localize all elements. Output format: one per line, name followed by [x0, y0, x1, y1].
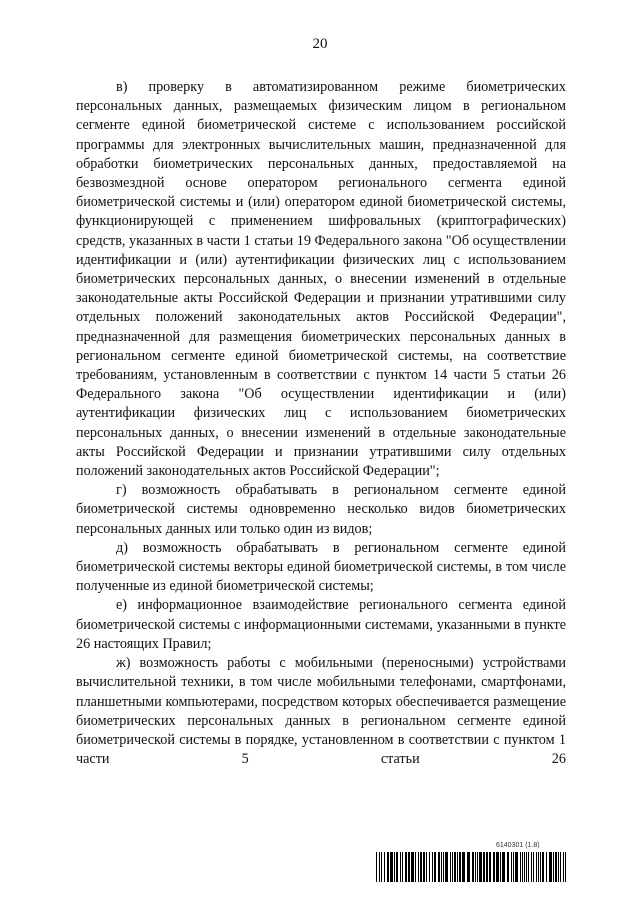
paragraph-d: д) возможность обрабатывать в региональном сегменте единой биометрической системы векторы единой биометрической системы, в том числе полученные из единой биометрической системы; [76, 539, 566, 595]
page-number: 20 [312, 36, 328, 52]
paragraph-zh: ж) возможность работы с мобильными (переносными) устройствами вычислительной техники, в том числе мобильными телефонами, смартфонами, планшетными компьютерами, посредством которых обеспечивается размещение биометрических персональных данных в региональном сегменте единой биометрической системы в порядке, установленном в соответствии с пунктом 1 части 5 статьи 26 [76, 655, 566, 768]
document-code: 6140301 (1.8) [496, 842, 540, 849]
paragraph-e: е) информационное взаимодействие регионального сегмента единой биометрической системы с информационными системами, указанными в пункте 26 настоящих Правил; [76, 597, 566, 652]
document-body [76, 78, 566, 769]
barcode-image [376, 852, 566, 882]
paragraph-v: в) проверку в автоматизированном режиме биометрических персональных данных, размещаемых физическим лицом в региональном сегменте единой биометрической системе с использованием российской программы для электронных вычислительных машин, предназначенной для обработки биометрических персональных данных, предоставляемой на безвозмездной основе оператором регионального сегмента единой биометрической системы и (или) оператором единой биометрической системы, функционирующей с применением шифровальных (криптографических) средств, указанных в части 1 статьи 19 Федерального закона "Об осуществлении идентификации и (или) аутентификации физических лиц с использованием биометрических персональных данных, о внесении изменений в отдельные законодательные акты Российской Федерации и признании утратившими силу отдельных положений законодательных актов Российской Федерации", предназначенной для размещения биометрических персональных данных в региональном сегменте единой биометрической системы, на соответствие требованиям, установленным в соответствии с пунктом 14 части 5 статьи 26 Федерального закона "Об осуществлении идентификации и (или) аутентификации физических лиц с использованием биометрических персональных данных, о внесении изменений в отдельные законодательные акты Российской Федерации и признании утратившими силу отдельных положений законодательных актов Российской Федерации"; [76, 79, 566, 480]
paragraph-g: г) возможность обрабатывать в региональном сегменте единой биометрической системы одновременно несколько видов биометрических персональных данных или только один из видов; [76, 482, 566, 537]
